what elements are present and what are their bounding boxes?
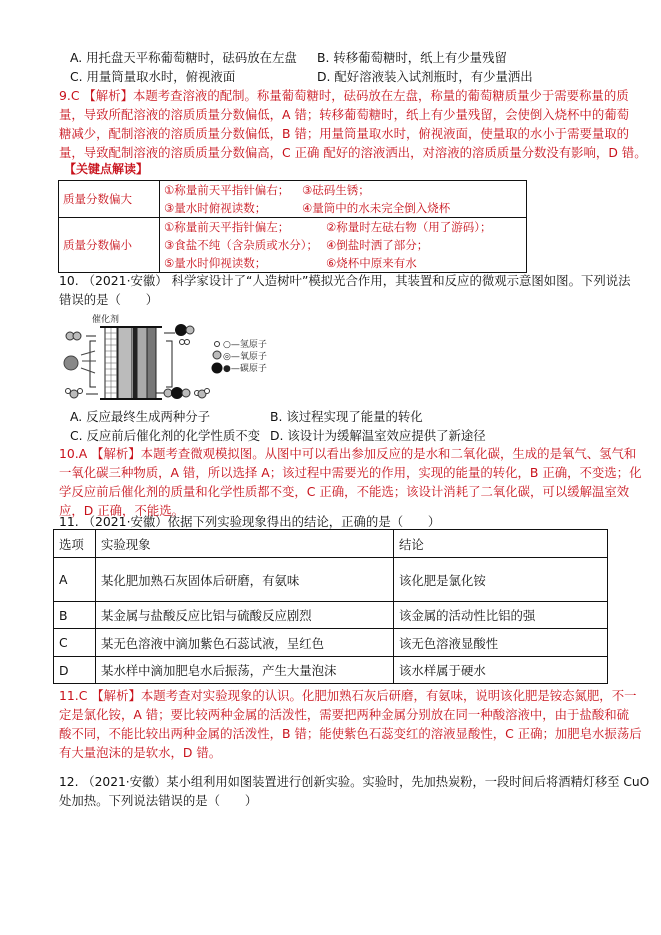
q10-option-b: B. 该过程实现了能量的转化 <box>270 409 423 424</box>
q11-cell-conclusion: 该金属的活动性比铝的强 <box>394 602 608 629</box>
legend-carbon: ●—碳原子 <box>223 364 267 374</box>
key-point-item: ③食盐不纯（含杂质或水分）； <box>164 238 319 252</box>
q9-option-d: D. 配好溶液装入试剂瓶时，有少量洒出 <box>317 69 533 84</box>
q11-analysis-line: 酸不同，不能比较出两种金属的活泼性，B 错；能使紫色石蕊变红的溶液显酸性，C 正确；加肥皂水振荡后 <box>59 726 642 741</box>
q9-analysis-line: 量，导致配制溶液的溶质质量分数偏高，C 正确 配好的溶液洒出，对溶液的溶质质量分数没有影响，D 错。 <box>59 145 647 160</box>
q11-header-row <box>54 530 608 558</box>
hydrogen-atom-icon <box>215 342 220 347</box>
legend-hydrogen: ○—氢原子 <box>223 340 267 350</box>
key-point-content <box>160 218 527 273</box>
key-point-row <box>59 181 527 218</box>
carbon-atom-icon <box>212 363 223 374</box>
key-point-label: 质量分数偏大 <box>59 181 160 218</box>
q9-analysis-line: 量，导致所配溶液的溶质质量分数偏低，A 错；转移葡萄糖时，纸上有少量残留，会使倒入烧杯中的葡萄 <box>59 107 629 122</box>
q11-cell-phenomenon: 某金属与盐酸反应比铝与硫酸反应剧烈 <box>96 602 394 629</box>
key-point-item: ④量筒中的水未完全倒入烧杯 <box>302 201 451 215</box>
q11-header-conclusion: 结论 <box>394 530 608 558</box>
q11-header-option: 选项 <box>54 530 96 558</box>
q11-cell-option: B <box>54 602 96 629</box>
key-point-item: ③量水时俯视读数； <box>164 201 267 215</box>
oxygen-atom-icon <box>213 351 221 359</box>
q11-cell-option: A <box>54 558 96 602</box>
q11-analysis-line: 有大量泡沫的是软水，D 错。 <box>59 745 222 760</box>
q11-cell-phenomenon: 某水样中滴加肥皂水后振荡，产生大量泡沫 <box>96 657 394 684</box>
key-point-content <box>160 181 527 218</box>
table-row <box>54 602 608 629</box>
q12-stem: 处加热。下列说法错误的是（ ） <box>59 793 258 808</box>
q9-option-a: A. 用托盘天平称葡萄糖时，砝码放在左盘 <box>70 50 297 65</box>
q9-analysis-line: 糖减少，配制溶液的溶质质量分数偏低，B 错；用量筒量取水时，俯视液面，使量取的水小于需要量取的 <box>59 126 630 141</box>
q10-stem: 错误的是（ ） <box>59 292 159 307</box>
q11-table <box>53 529 608 684</box>
key-point-row <box>59 218 527 273</box>
catalyst-label: 催化剂 <box>92 315 120 325</box>
q11-cell-option: D <box>54 657 96 684</box>
table-row <box>54 558 608 602</box>
q10-option-a: A. 反应最终生成两种分子 <box>70 409 211 424</box>
q9-analysis-line: 9.C 【解析】本题考查溶液的配制。称量葡萄糖时，砝码放在左盘，称量的葡萄糖质量少于需要称量的质 <box>59 88 629 103</box>
q11-cell-phenomenon: 某化肥加熟石灰固体后研磨，有氨味 <box>96 558 394 602</box>
q12-stem: 12. （2021·安徽）某小组利用如图装置进行创新实验。实验时，先加热炭粉，一段时间后将酒精灯移至 CuO <box>59 774 650 789</box>
q11-cell-conclusion: 该水样属于硬水 <box>394 657 608 684</box>
q10-option-d: D. 该设计为缓解温室效应提供了新途径 <box>270 428 486 443</box>
key-point-item: ①称量前天平指针偏左； <box>164 220 290 234</box>
q10-analysis-line: 学反应前后催化剂的质量和化学性质都不变，C 正确，不能选；该设计消耗了二氧化碳，可以缓解温室效 <box>59 484 630 499</box>
q10-analysis-line: 应，D 正确，不能选。 <box>59 503 184 518</box>
artificial-leaf-illustration <box>58 313 273 405</box>
key-point-label: 质量分数偏小 <box>59 218 160 273</box>
q9-option-c: C. 用量筒量取水时，俯视液面 <box>70 69 236 84</box>
q11-cell-option: C <box>54 629 96 657</box>
q11-analysis-line: 定是氯化铵，A 错；要比较两种金属的活泼性，需要把两种金属分别放在同一种酸溶液中，由于盐酸和硫 <box>59 707 629 722</box>
q10-analysis-line: 一氧化碳三种物质，A 错，所以选择 A；该过程中需要光的作用，实现的能量的转化，B 正确，不变选；化 <box>59 465 642 480</box>
key-point-item: ①称量前天平指针偏右； <box>164 183 290 197</box>
legend-oxygen: ◎—氧原子 <box>223 352 267 362</box>
key-point-item: ②称量时左砝右物（用了游码）； <box>326 220 492 234</box>
key-point-item: ④倒盐时洒了部分； <box>326 238 429 252</box>
table-row <box>54 657 608 684</box>
artificial-leaf-diagram <box>58 313 273 405</box>
key-point-item: ③砝码生锈； <box>302 183 370 197</box>
key-point-item: ⑥烧杯中原来有水 <box>326 256 417 270</box>
q11-header-phenomenon: 实验现象 <box>96 530 394 558</box>
key-point-item: ⑤量水时仰视读数； <box>164 256 267 270</box>
q10-analysis-line: 10.A 【解析】本题考查微观模拟图。从图中可以看出参加反应的是水和二氧化碳，生成的是氧气、氢气和 <box>59 446 637 461</box>
key-point-title: 【关键点解读】 <box>64 162 149 176</box>
q11-cell-conclusion: 该无色溶液显酸性 <box>394 629 608 657</box>
q11-analysis-line: 11.C 【解析】本题考查对实验现象的认识。化肥加熟石灰后研磨，有氨味，说明该化肥是铵态氮肥，不一 <box>59 688 637 703</box>
q10-stem: 10. （2021·安徽） 科学家设计了“人造树叶”模拟光合作用，其装置和反应的微观示意图如图。下列说法 <box>59 273 631 288</box>
q11-stem: 11. （2021·安徽）依据下列实验现象得出的结论，正确的是（ ） <box>59 514 441 529</box>
q10-option-c: C. 反应前后催化剂的化学性质不变 <box>70 428 260 443</box>
table-row <box>54 629 608 657</box>
key-point-table <box>58 180 527 273</box>
q9-option-b: B. 转移葡萄糖时，纸上有少量残留 <box>317 50 507 65</box>
q11-cell-phenomenon: 某无色溶液中滴加紫色石蕊试液，呈红色 <box>96 629 394 657</box>
q11-cell-conclusion: 该化肥是氯化铵 <box>394 558 608 602</box>
